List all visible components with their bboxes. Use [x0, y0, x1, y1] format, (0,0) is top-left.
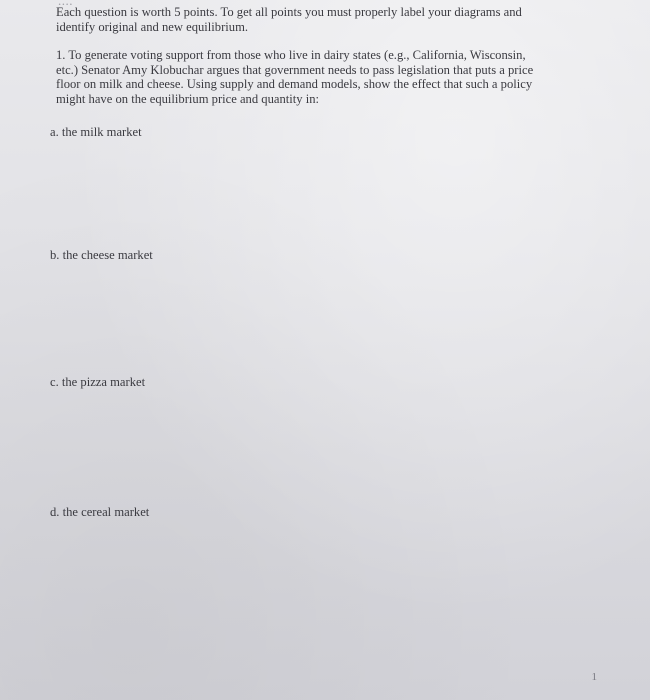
part-d-label: d. the cereal market	[50, 505, 150, 519]
part-a-label: a. the milk market	[50, 125, 142, 139]
instructions-paragraph	[56, 5, 576, 34]
instructions-line: Each question is worth 5 points. To get all points you must properly label your diagrams and	[56, 5, 522, 19]
question-line: floor on milk and cheese. Using supply and demand models, show the effect that such a policy	[56, 77, 533, 91]
cropped-header-text: ....	[58, 0, 73, 8]
question-line: might have on the equilibrium price and quantity in:	[56, 91, 320, 106]
instructions-line: identify original and new equilibrium.	[56, 19, 249, 34]
page-number: 1	[591, 671, 597, 683]
part-b-label: b. the cheese market	[50, 248, 153, 262]
question-1-paragraph	[56, 48, 576, 106]
part-c-label: c. the pizza market	[50, 375, 146, 389]
question-line: etc.) Senator Amy Klobuchar argues that government needs to pass legislation that puts a price	[56, 62, 534, 77]
question-line: 1. To generate voting support from those who live in dairy states (e.g., California, Wisconsin,	[56, 48, 526, 62]
